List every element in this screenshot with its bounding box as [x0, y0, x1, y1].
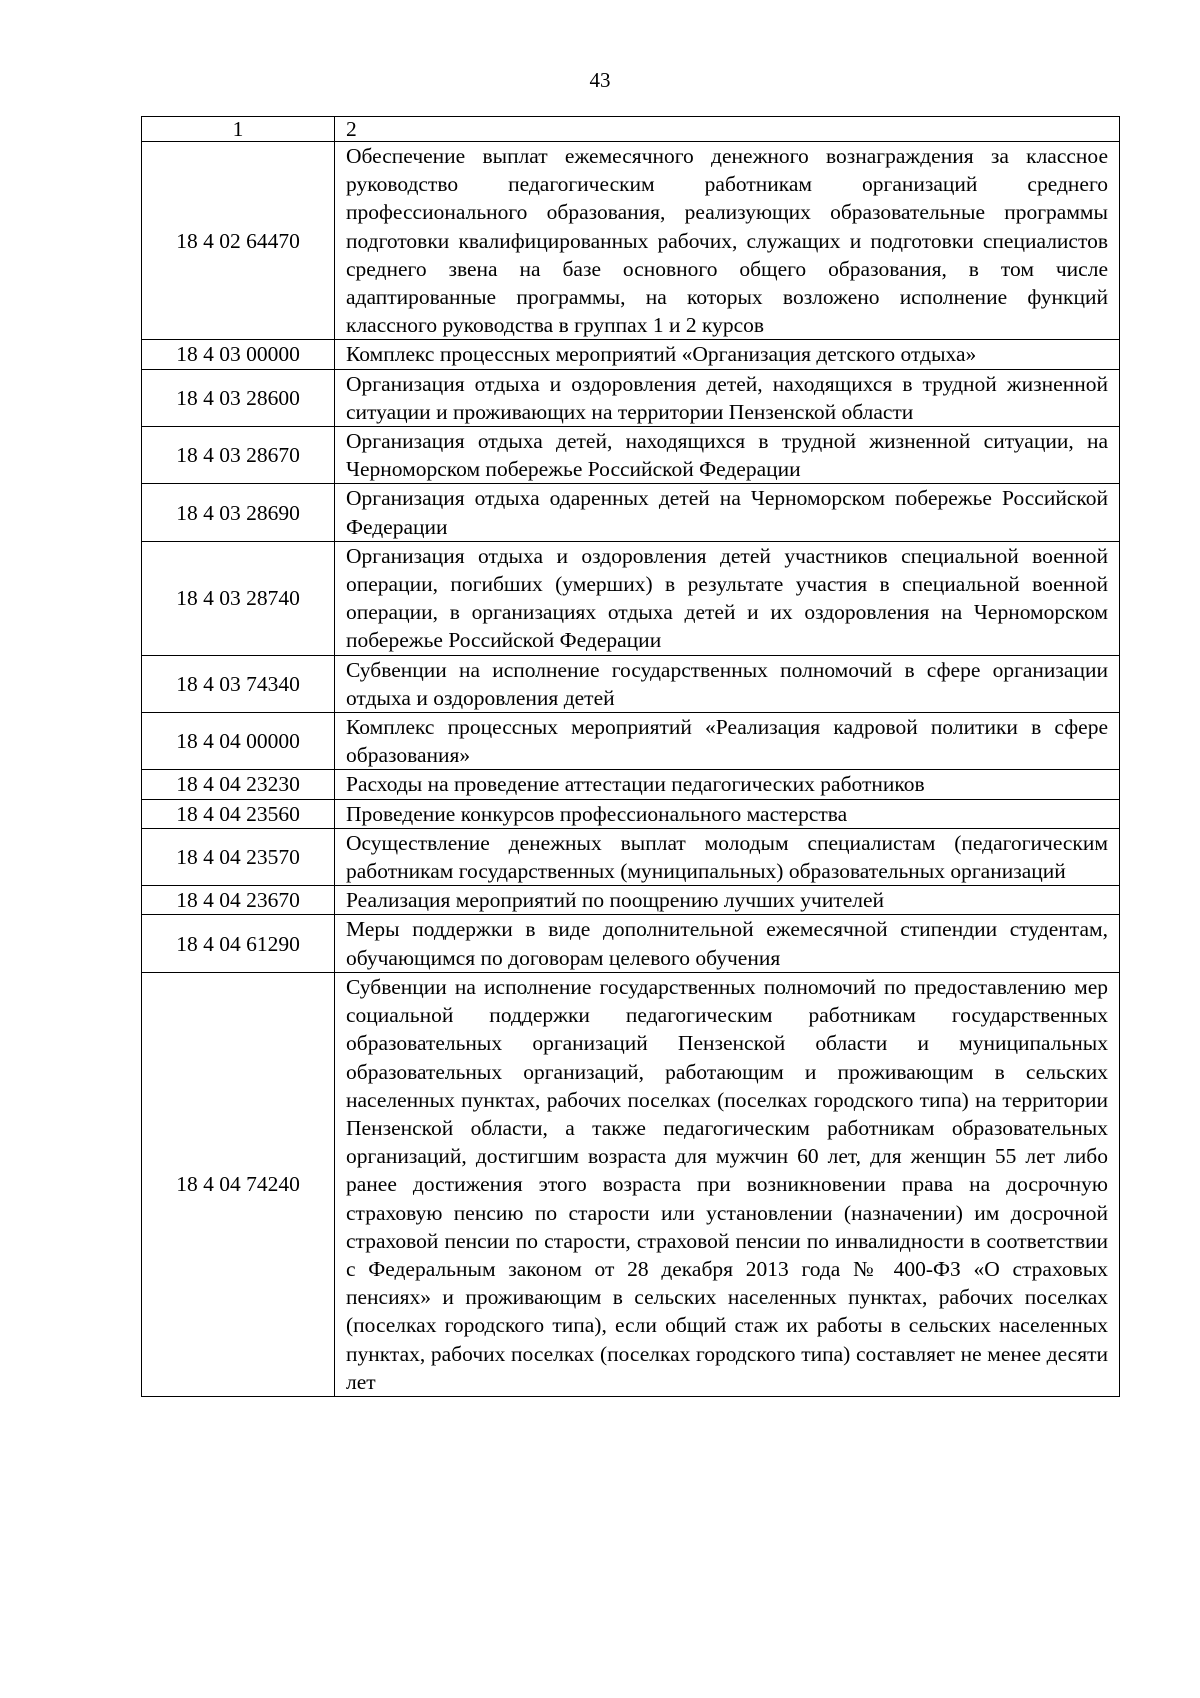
row-description-cell: Субвенции на исполнение государственных полномочий в сфере организации отдыха и оздоровления детей	[335, 655, 1120, 712]
table-body	[142, 117, 1120, 1397]
row-code-cell: 18 4 04 23560	[142, 799, 335, 828]
table-row	[142, 541, 1120, 655]
budget-classification-table	[141, 116, 1120, 1397]
row-description-cell: Субвенции на исполнение государственных полномочий по предоставлению мер социальной поддержки педагогическим работникам государственных образовательных организаций Пензенской области и муниципальных образовательных организаций, работающим и проживающим в сельских населенных пунктах, рабочих поселках (поселках городского типа) на территории Пензенской области, а также педагогическим работникам образовательных организаций, достигшим возраста для мужчин 60 лет, для женщин 55 лет либо ранее достижения этого возраста при возникновении права на досрочную страховую пенсию по старости или установлении (назначении) им досрочной страховой пенсии по старости, страховой пенсии по инвалидности в соответствии с Федеральным законом от 28 декабря 2013 года № 400-ФЗ «О страховых пенсиях» и проживающим в сельских населенных пунктах, рабочих поселках (поселках городского типа), если общий стаж их работы в сельских населенных пунктах, рабочих поселках (поселках городского типа) составляет не менее десяти лет	[335, 972, 1120, 1396]
table-row	[142, 770, 1120, 799]
row-code-cell: 18 4 04 61290	[142, 915, 335, 972]
row-description-cell: Организация отдыха и оздоровления детей участников специальной военной операции, погибших (умерших) в результате участия в специальной военной операции, в организациях отдыха детей и их оздоровления на Черноморском побережье Российской Федерации	[335, 541, 1120, 655]
table-row	[142, 972, 1120, 1396]
table-row	[142, 799, 1120, 828]
row-code-cell: 18 4 04 23570	[142, 828, 335, 885]
row-code-cell: 18 4 03 28740	[142, 541, 335, 655]
table-row	[142, 369, 1120, 426]
row-description-cell: Организация отдыха и оздоровления детей, находящихся в трудной жизненной ситуации и проживающих на территории Пензенской области	[335, 369, 1120, 426]
row-code-cell: 18 4 04 23230	[142, 770, 335, 799]
table-row	[142, 713, 1120, 770]
row-description-cell: Организация отдыха детей, находящихся в трудной жизненной ситуации, на Черноморском побережье Российской Федерации	[335, 427, 1120, 484]
table-header-row	[142, 117, 1120, 142]
row-description-cell: Меры поддержки в виде дополнительной ежемесячной стипендии студентам, обучающимся по договорам целевого обучения	[335, 915, 1120, 972]
row-code-cell: 18 4 03 28600	[142, 369, 335, 426]
table-row	[142, 427, 1120, 484]
row-code-cell: 18 4 04 23670	[142, 886, 335, 915]
table-row	[142, 915, 1120, 972]
row-code-cell: 18 4 02 64470	[142, 142, 335, 340]
header-cell-code: 1	[142, 117, 335, 142]
table-row	[142, 340, 1120, 369]
row-code-cell: 18 4 03 00000	[142, 340, 335, 369]
row-code-cell: 18 4 03 74340	[142, 655, 335, 712]
row-description-cell: Организация отдыха одаренных детей на Черноморском побережье Российской Федерации	[335, 484, 1120, 541]
header-cell-description: 2	[335, 117, 1120, 142]
row-code-cell: 18 4 04 00000	[142, 713, 335, 770]
row-description-cell: Проведение конкурсов профессионального мастерства	[335, 799, 1120, 828]
row-description-cell: Расходы на проведение аттестации педагогических работников	[335, 770, 1120, 799]
row-code-cell: 18 4 03 28670	[142, 427, 335, 484]
row-description-cell: Комплекс процессных мероприятий «Реализация кадровой политики в сфере образования»	[335, 713, 1120, 770]
table-row	[142, 142, 1120, 340]
table-row	[142, 484, 1120, 541]
table-row	[142, 655, 1120, 712]
row-code-cell: 18 4 04 74240	[142, 972, 335, 1396]
row-description-cell: Реализация мероприятий по поощрению лучших учителей	[335, 886, 1120, 915]
row-description-cell: Комплекс процессных мероприятий «Организация детского отдыха»	[335, 340, 1120, 369]
page-number: 43	[589, 68, 611, 92]
row-code-cell: 18 4 03 28690	[142, 484, 335, 541]
row-description-cell: Осуществление денежных выплат молодым специалистам (педагогическим работникам государственных (муниципальных) образовательных организаций	[335, 828, 1120, 885]
row-description-cell: Обеспечение выплат ежемесячного денежного вознаграждения за классное руководство педагогическим работникам организаций среднего профессионального образования, реализующих образовательные программы подготовки квалифицированных рабочих, служащих и подготовки специалистов среднего звена на базе основного общего образования, в том числе адаптированные программы, на которых возложено исполнение функций классного руководства в группах 1 и 2 курсов	[335, 142, 1120, 340]
table-row	[142, 886, 1120, 915]
table-row	[142, 828, 1120, 885]
